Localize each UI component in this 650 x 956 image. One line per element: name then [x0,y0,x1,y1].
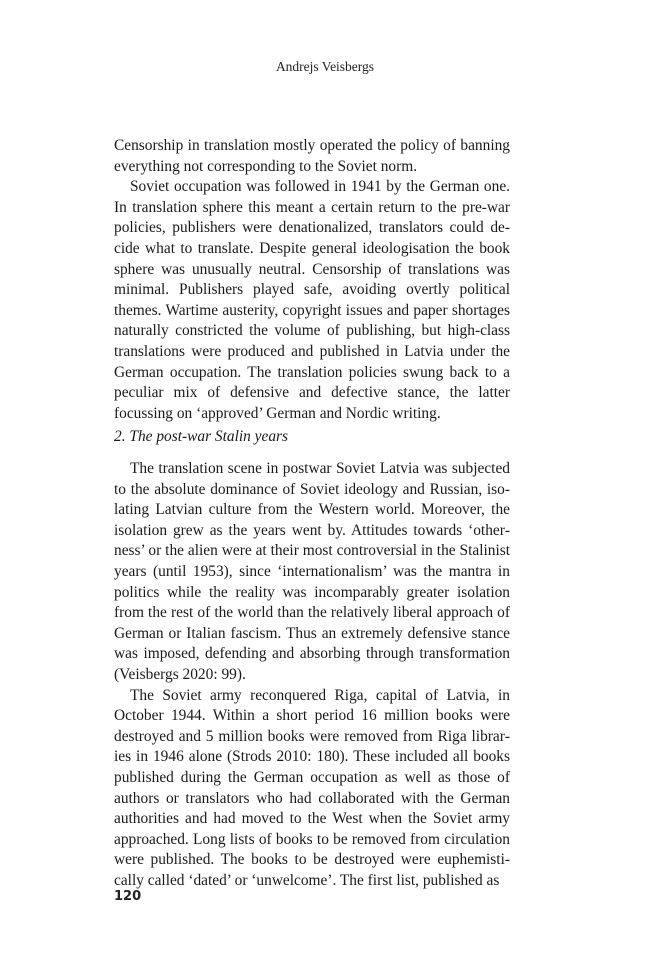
paragraph: The Soviet army reconquered Riga, capital of Latvia, in October 1944. Within a short period 16 million books were destroyed and 5 million books were removed from Riga libraries in 1946 alone (Strods 2010: 180). These included all books published during the German occupation as well as those of authors or translators who had collaborated with the German authorities and had moved to the West when the Soviet army approached. Long lists of books to be removed from circulation were published. The books to be destroyed were euphemistically called ‘dated’ or ‘unwelcome’. The first list, published as [114,686,510,889]
section-heading: 2. The post-war Stalin years [114,428,289,445]
body-text-block-2 [114,459,510,891]
paragraph: Censorship in translation mostly operated the policy of banning everything not corresponding to the Soviet norm. [114,137,510,175]
paragraph: Soviet occupation was followed in 1941 by the German one. In translation sphere this meant a certain return to the pre-war policies, publishers were denationalized, translators could decide what to translate. Despite general ideologisation the book sphere was unusually neutral. Censorship of translations was minimal. Publishers played safe, avoiding overtly political themes. Wartime austerity, copyright issues and paper shortages naturally constricted the volume of publishing, but high-class translations were produced and published in Latvia under the German occupation. The translation policies swung back to a peculiar mix of defensive and defective stance, the latter focussing on ‘approved’ German and Nordic writing. [114,178,510,422]
paragraph: The translation scene in postwar Soviet Latvia was subjected to the absolute dominance of Soviet ideology and Russian, isolating Latvian culture from the Western world. Moreover, the isolation grew as the years went by. Attitudes towards ‘otherness’ or the alien were at their most controversial in the Stalinist years (until 1953), since ‘internationalism’ was the mantra in politics while the reality was incomparably greater isolation from the rest of the world than the relatively liberal approach of German or Italian fascism. Thus an extremely defensive stance was imposed, defending and absorbing through transformation (Veisbergs 2020: 99). [114,460,510,683]
body-text-block-1 [114,136,510,424]
running-head: Andrejs Veisbergs [275,59,375,74]
page-number: 120 [114,889,142,904]
